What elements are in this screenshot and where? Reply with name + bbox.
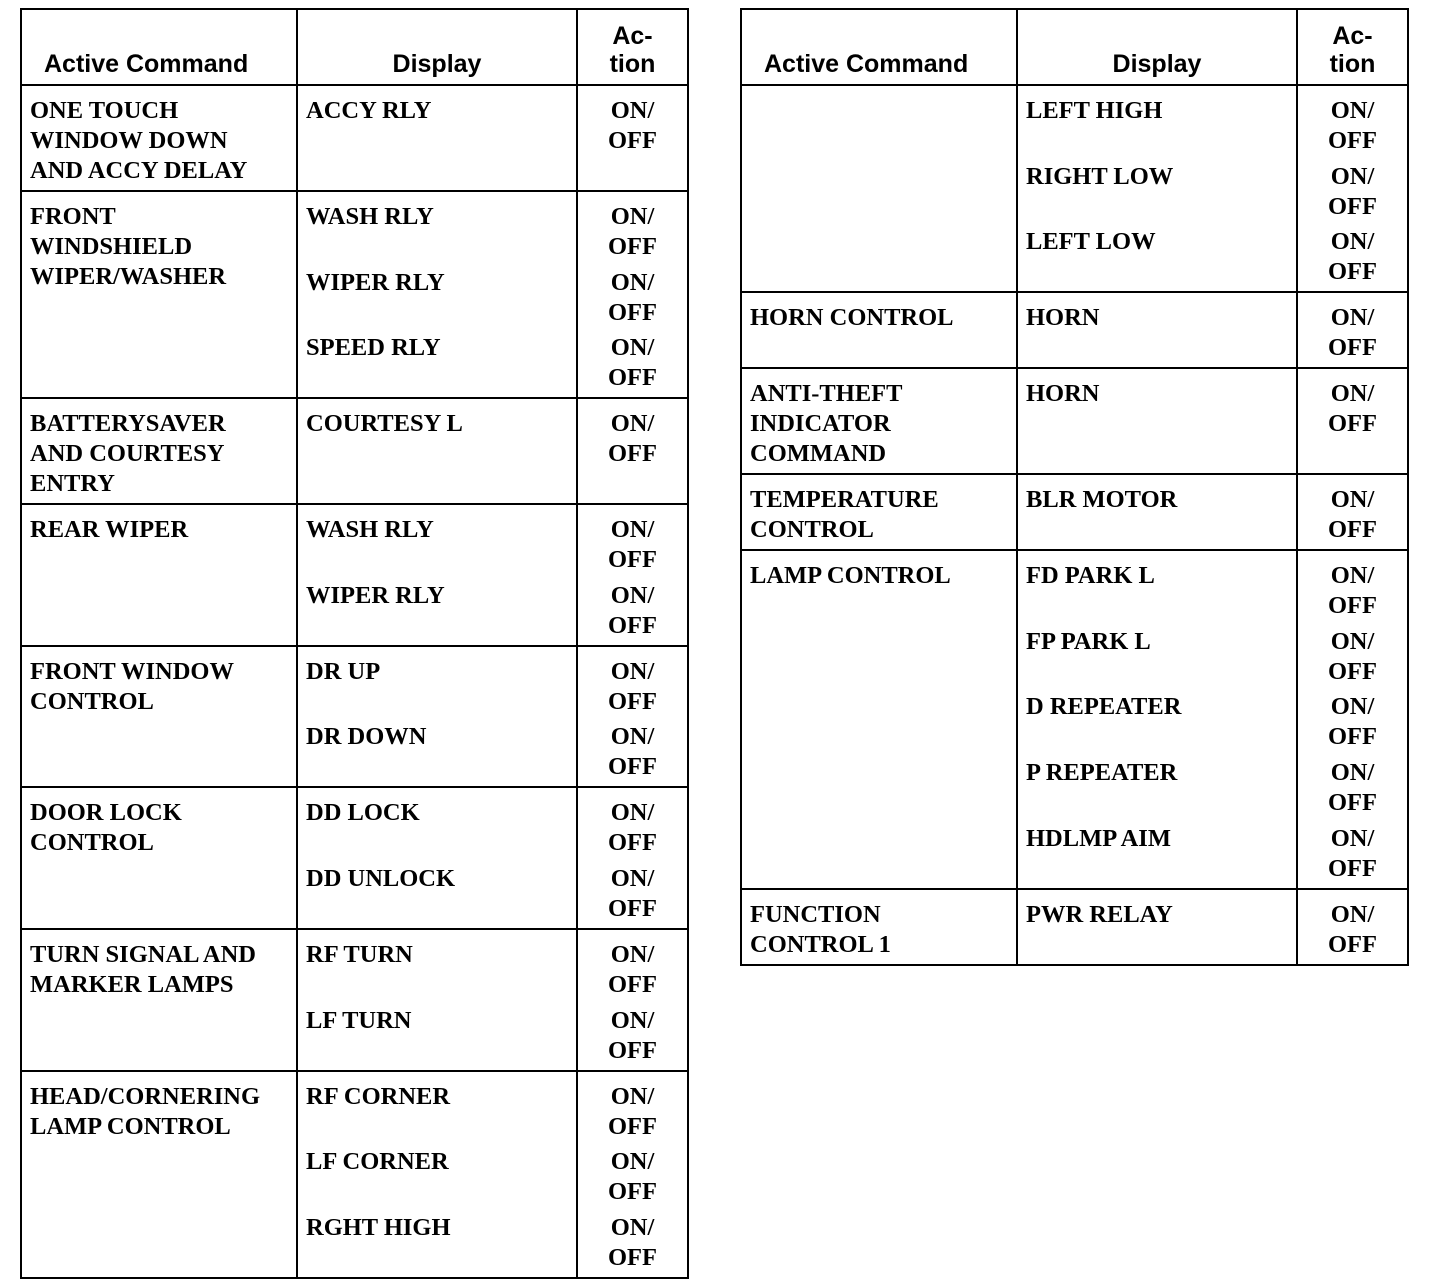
active-command-text: TEMPERATURE CONTROL (750, 486, 939, 544)
action-cell (1297, 550, 1408, 888)
action-value: ON/ OFF (1328, 758, 1377, 816)
action-cell (577, 398, 688, 504)
header-display: Display (1017, 9, 1297, 85)
display-value: DD UNLOCK (306, 864, 456, 892)
table-body-left (21, 85, 688, 1278)
display-value: SPEED RLY (306, 334, 441, 362)
table-row (21, 787, 688, 929)
action-value: ON/ OFF (608, 1082, 657, 1140)
action-value: ON/ OFF (1328, 97, 1377, 154)
active-command-cell (741, 85, 1017, 292)
active-command-text: FUNCTION CONTROL 1 (750, 900, 891, 958)
display-value: ACCY RLY (306, 97, 432, 124)
action-value: ON/ OFF (1328, 824, 1377, 882)
table-row (21, 191, 688, 398)
display-value: FP PARK L (1026, 627, 1151, 655)
display-value: RIGHT LOW (1026, 162, 1174, 190)
display-cell (297, 191, 577, 398)
display-value: LEFT LOW (1026, 228, 1156, 256)
action-cell (577, 191, 688, 398)
display-value: LF TURN (306, 1006, 412, 1034)
active-command-cell (741, 474, 1017, 550)
table-row (21, 398, 688, 504)
display-value: DD LOCK (306, 799, 420, 827)
action-value: ON/ OFF (608, 657, 657, 715)
active-command-text: LAMP CONTROL (750, 562, 951, 590)
command-table-left (20, 8, 689, 1279)
action-cell (577, 929, 688, 1071)
active-command-cell (21, 929, 297, 1071)
action-value: ON/ OFF (1328, 562, 1377, 620)
action-cell (577, 1071, 688, 1278)
display-value: WASH RLY (306, 516, 434, 544)
active-command-text: HORN CONTROL (750, 304, 954, 332)
table-body-right (741, 85, 1408, 965)
header-row (21, 9, 688, 85)
header-action: Ac- tion (577, 9, 688, 85)
action-value: ON/ OFF (608, 1213, 657, 1271)
action-cell (577, 646, 688, 788)
table-row (741, 368, 1408, 474)
active-command-text: ONE TOUCH WINDOW DOWN AND ACCY DELAY (30, 97, 248, 184)
display-value: PWR RELAY (1026, 900, 1173, 928)
active-command-cell (21, 504, 297, 646)
action-value: ON/ OFF (608, 864, 657, 922)
active-command-text: REAR WIPER (30, 516, 189, 544)
display-cell (1017, 889, 1297, 965)
display-value: FD PARK L (1026, 562, 1155, 590)
active-command-cell (21, 85, 297, 191)
display-cell (297, 787, 577, 929)
active-command-text: ANTI-THEFT INDICATOR COMMAND (750, 380, 903, 468)
action-value: ON/ OFF (1328, 693, 1377, 751)
active-command-text: FRONT WINDOW CONTROL (30, 657, 234, 715)
display-value: COURTESY L (306, 410, 463, 438)
table-row (21, 646, 688, 788)
header-row (741, 9, 1408, 85)
action-value: ON/ OFF (608, 268, 657, 326)
display-cell (297, 646, 577, 788)
header-display: Display (297, 9, 577, 85)
active-command-cell (21, 191, 297, 398)
action-value: ON/ OFF (608, 723, 657, 781)
display-cell (1017, 474, 1297, 550)
display-value: DR DOWN (306, 723, 427, 751)
table-row (21, 85, 688, 191)
display-value: P REPEATER (1026, 758, 1178, 786)
active-command-cell (741, 550, 1017, 888)
display-value: WIPER RLY (306, 581, 445, 609)
table-row (21, 1071, 688, 1278)
table-row (741, 85, 1408, 292)
active-command-cell (741, 368, 1017, 474)
active-command-cell (741, 889, 1017, 965)
active-command-cell (21, 1071, 297, 1278)
action-value: ON/ OFF (1328, 900, 1377, 958)
header-active-command: Active Command (741, 9, 1017, 85)
display-cell (297, 398, 577, 504)
action-value: ON/ OFF (608, 1148, 657, 1206)
display-cell (297, 504, 577, 646)
display-value: HDLMP AIM (1026, 824, 1171, 852)
action-value: ON/ OFF (1328, 486, 1377, 544)
display-value: D REPEATER (1026, 693, 1182, 721)
display-cell (1017, 550, 1297, 888)
active-command-text: FRONT WINDSHIELD WIPER/WASHER (30, 203, 227, 290)
display-cell (297, 1071, 577, 1278)
table-row (21, 929, 688, 1071)
display-value: RGHT HIGH (306, 1213, 451, 1241)
action-cell (1297, 85, 1408, 292)
action-value: ON/ OFF (1328, 162, 1377, 220)
display-value: RF CORNER (306, 1082, 451, 1110)
display-value: LF CORNER (306, 1148, 449, 1176)
action-value: ON/ OFF (1328, 304, 1377, 362)
table-row (741, 889, 1408, 965)
display-cell (1017, 368, 1297, 474)
action-cell (577, 85, 688, 191)
action-cell (1297, 292, 1408, 368)
action-value: ON/ OFF (608, 1006, 657, 1064)
action-value: ON/ OFF (608, 203, 657, 260)
display-cell (1017, 85, 1297, 292)
active-command-text: HEAD/CORNERING LAMP CONTROL (30, 1082, 261, 1140)
display-cell (297, 85, 577, 191)
active-command-text: TURN SIGNAL AND MARKER LAMPS (30, 940, 256, 998)
display-value: HORN (1026, 380, 1100, 408)
active-command-text: BATTERYSAVER AND COURTESY ENTRY (30, 410, 226, 498)
display-value: LEFT HIGH (1026, 97, 1163, 124)
active-command-text: DOOR LOCK CONTROL (30, 799, 182, 857)
table-row (741, 550, 1408, 888)
table-row (741, 292, 1408, 368)
action-cell (1297, 368, 1408, 474)
action-value: ON/ OFF (608, 516, 657, 574)
display-value: WASH RLY (306, 203, 434, 230)
header-active-command: Active Command (21, 9, 297, 85)
action-value: ON/ OFF (608, 334, 657, 392)
command-table-right (740, 8, 1409, 966)
action-value: ON/ OFF (608, 97, 657, 154)
active-command-cell (741, 292, 1017, 368)
action-value: ON/ OFF (608, 940, 657, 998)
active-command-cell (21, 787, 297, 929)
action-value: ON/ OFF (1328, 380, 1377, 438)
display-value: RF TURN (306, 940, 413, 968)
display-value: DR UP (306, 657, 381, 685)
active-command-cell (21, 398, 297, 504)
action-value: ON/ OFF (608, 799, 657, 857)
active-command-cell (21, 646, 297, 788)
display-value: WIPER RLY (306, 268, 445, 296)
action-value: ON/ OFF (1328, 627, 1377, 685)
display-value: HORN (1026, 304, 1100, 332)
action-value: ON/ OFF (1328, 228, 1377, 286)
header-action: Ac- tion (1297, 9, 1408, 85)
table-row (741, 474, 1408, 550)
display-cell (1017, 292, 1297, 368)
action-value: ON/ OFF (608, 410, 657, 468)
action-cell (1297, 474, 1408, 550)
display-value: BLR MOTOR (1026, 486, 1178, 514)
table-row (21, 504, 688, 646)
display-cell (297, 929, 577, 1071)
action-cell (577, 787, 688, 929)
action-cell (577, 504, 688, 646)
action-value: ON/ OFF (608, 581, 657, 639)
action-cell (1297, 889, 1408, 965)
